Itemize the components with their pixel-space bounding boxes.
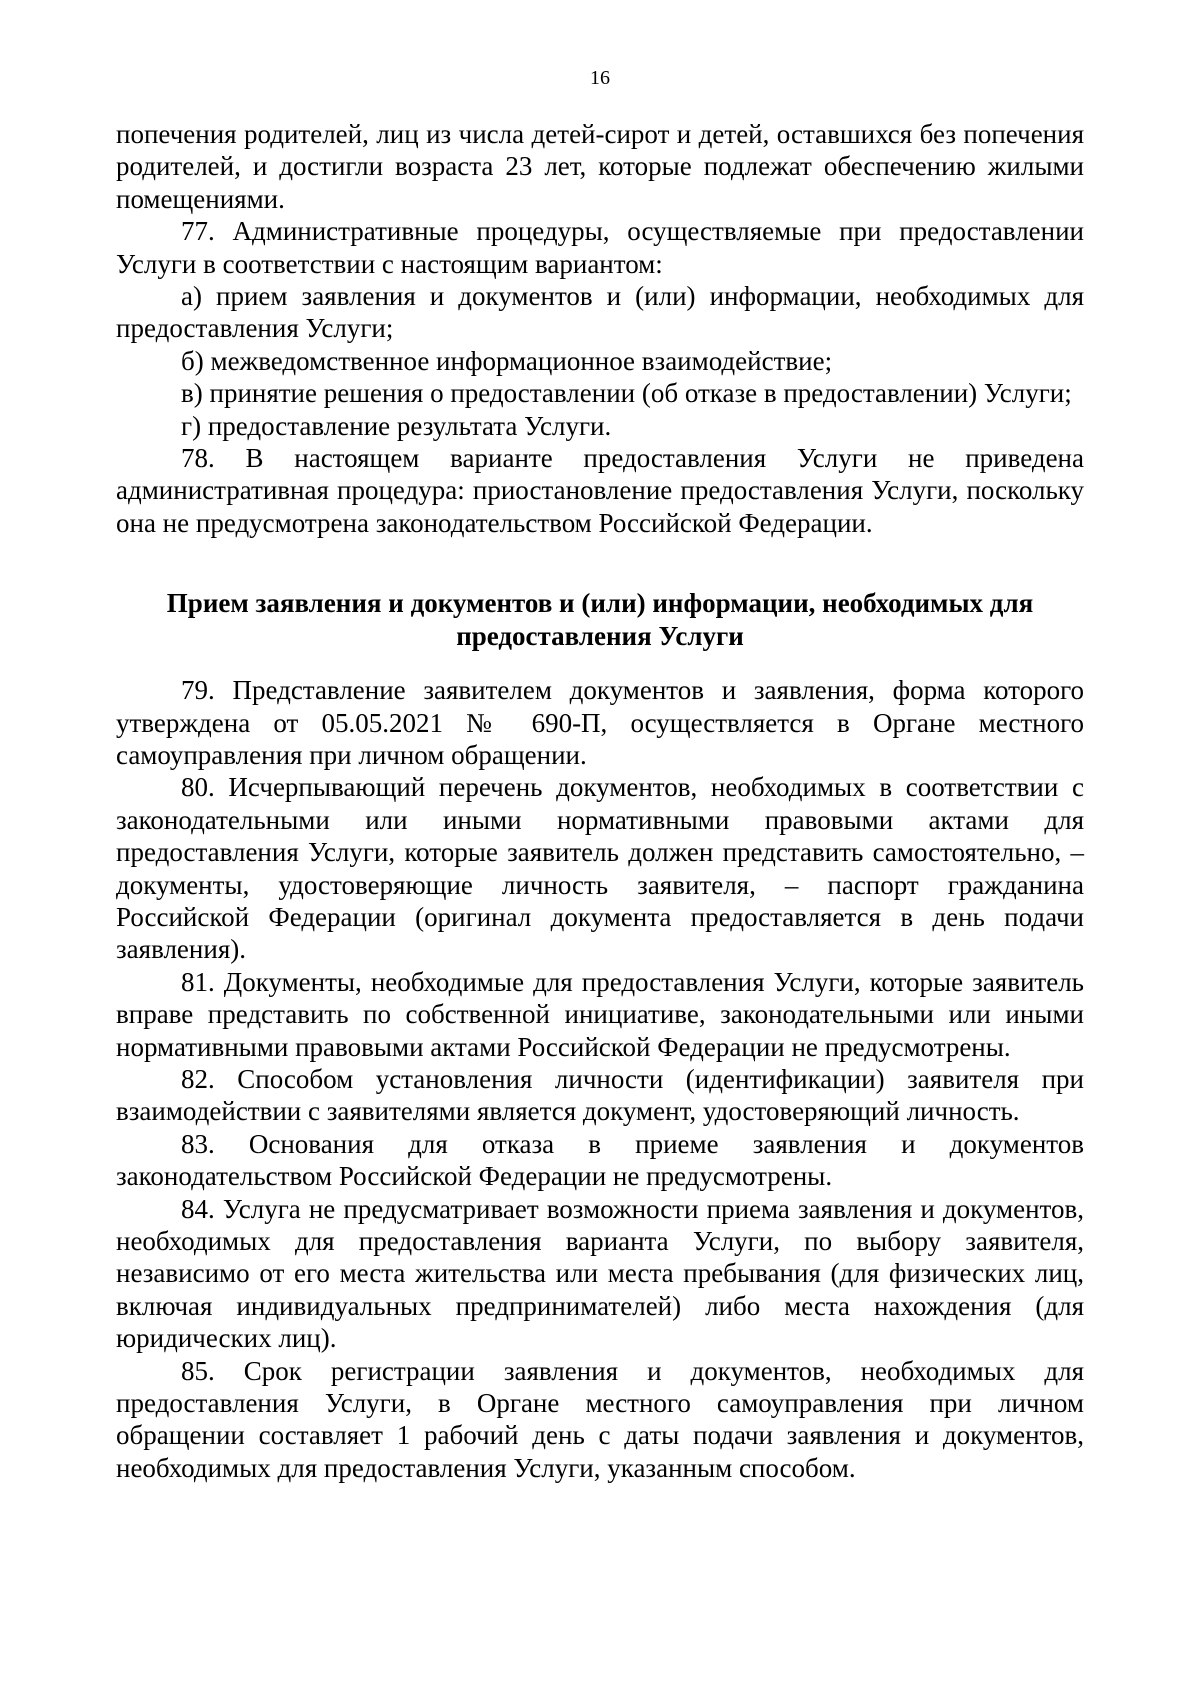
paragraph-80: 80. Исчерпывающий перечень документов, необходимых в соответствии с законодательными или иными нормативными правовыми актами для предоставления Услуги, которые заявитель должен представить самостоятельно, – документы, удостоверяющие личность заявителя, – паспорт гражданина Российской Федерации (оригинал документа предоставляется в день подачи заявления). [116, 772, 1084, 965]
paragraph-continuation: попечения родителей, лиц из числа детей-сирот и детей, оставшихся без попечения родителей, и достигли возраста 23 лет, которые подлежат обеспечению жилыми помещениями. [116, 119, 1084, 214]
list-item-v: в) принятие решения о предоставлении (об отказе в предоставлении) Услуги; [181, 378, 1072, 409]
section-heading: Прием заявления и документов и (или) информации, необходимых для предоставления Услуги [166, 588, 1034, 651]
list-item-a: а) прием заявления и документов и (или) информации, необходимых для предоставления Услуги; [116, 281, 1084, 344]
paragraph-84: 84. Услуга не предусматривает возможности приема заявления и документов, необходимых для предоставления варианта Услуги, по выбору заявителя, независимо от его места жительства или места пребывания (для физических лиц, включая индивидуальных предпринимателей) либо места нахождения (для юридических лиц). [116, 1193, 1084, 1354]
page-number: 16 [590, 67, 610, 89]
list-item-b: б) межведомственное информационное взаимодействие; [181, 345, 833, 376]
list-item-g: г) предоставление результата Услуги. [181, 410, 612, 441]
paragraph-77: 77. Административные процедуры, осуществляемые при предоставлении Услуги в соответствии с настоящим вариантом: [116, 216, 1084, 279]
paragraph-79: 79. Представление заявителем документов и заявления, форма которого утверждена от 05.05.2021 № 690-П, осуществляется в Органе местного самоуправления при личном обращении. [116, 675, 1084, 770]
paragraph-78: 78. В настоящем варианте предоставления Услуги не приведена административная процедура: приостановление предоставления Услуги, поскольку она не предусмотрена законодательством Российской Федерации. [116, 443, 1084, 538]
paragraph-81: 81. Документы, необходимые для предоставления Услуги, которые заявитель вправе представить по собственной инициативе, законодательными или иными нормативными правовыми актами Российской Федерации не предусмотрены. [116, 966, 1084, 1062]
paragraphs-before-heading [116, 118, 1084, 539]
document-body [116, 118, 1084, 1484]
spacer [116, 652, 1084, 674]
paragraph-85: 85. Срок регистрации заявления и документов, необходимых для предоставления Услуги, в Органе местного самоуправления при личном обращении составляет 1 рабочий день с даты подачи заявления и документов, необходимых для предоставления Услуги, указанным способом. [116, 1355, 1084, 1483]
spacer [116, 539, 1084, 587]
paragraph-82: 82. Способом установления личности (идентификации) заявителя при взаимодействии с заявителями является документ, удостоверяющий личность. [116, 1063, 1084, 1127]
paragraph-83: 83. Основания для отказа в приеме заявления и документов законодательством Российской Федерации не предусмотрены. [116, 1128, 1084, 1192]
paragraphs-after-heading [116, 674, 1084, 1484]
